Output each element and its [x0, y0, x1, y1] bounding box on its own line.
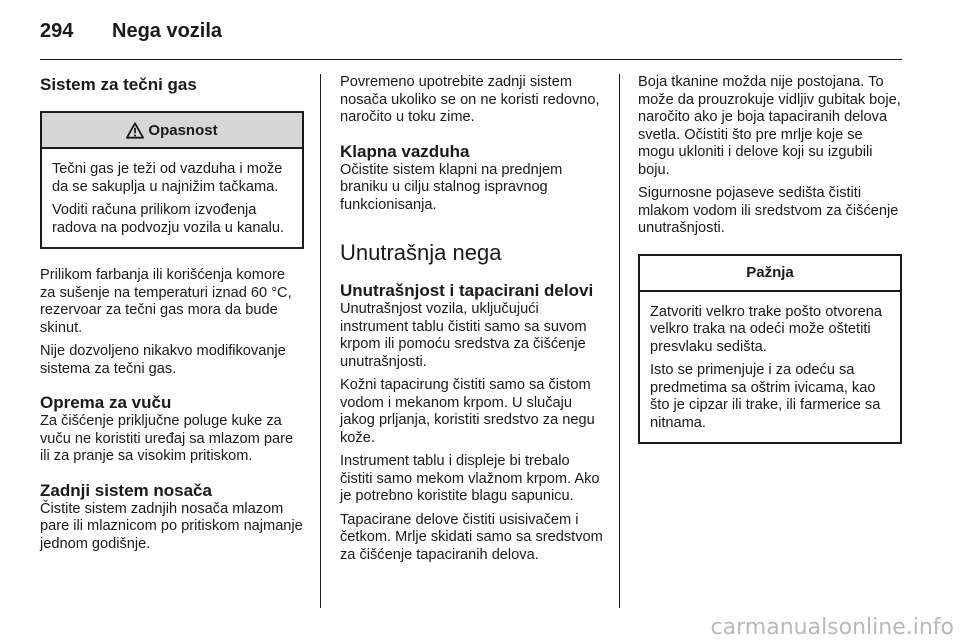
- rear-carrier-paragraph: Čistite sistem zadnjih nosača mlazom pare ili mlaznicom po pritiskom najmanje jednom godišnje.: [40, 500, 303, 552]
- danger-notice-header: [42, 113, 302, 149]
- air-flap-paragraph: Očistite sistem klapni na prednjem braniku u cilju stalnog ispravnog funkcionisanja.: [340, 161, 563, 213]
- column-1: [40, 74, 304, 559]
- caution-text-2: Isto se primenjuje i za odeću sa predmetima sa oštrim ivicama, kao što je cipzar ili trake, ili farmerice sa nitnama.: [650, 362, 881, 431]
- lpg-paragraph-1: Prilikom farbanja ili korišćenja komore za sušenje na temperaturi iznad 60 °C, rezervoar za tečni gas mora da bude skinut.: [40, 267, 292, 336]
- warning-triangle-icon: [126, 122, 144, 139]
- interior-paragraph-1: Unutrašnjost vozila, uključujući instrument tablu čistiti samo sa suvom krpom ili pomoću sredstva za čišćenje unutrašnjosti.: [340, 301, 587, 370]
- interior-paragraph-3: Instrument tablu i displeje bi trebalo čistiti samo mekom vlažnom krpom. Ako je potrebno koristite blagu sapunicu.: [340, 453, 600, 504]
- page-title: Nega vozila: [112, 20, 223, 42]
- interior-care-heading: Unutrašnja nega: [340, 240, 502, 265]
- column-3: [638, 74, 902, 462]
- danger-text-1: Tečni gas je teži od vazduha i može da se sakuplja u najnižim tačkama.: [52, 161, 283, 195]
- danger-notice-body: [42, 149, 302, 247]
- column-divider-1: [320, 74, 321, 608]
- interior-paragraph-4: Tapacirane delove čistiti usisivačem i četkom. Mrlje skidati samo sa sredstvom za čišćenje tapaciranih delova.: [340, 511, 603, 563]
- lpg-paragraph-2: Nije dozvoljeno nikakvo modifikovanje sistema za tečni gas.: [40, 343, 286, 377]
- danger-text-2: Voditi računa prilikom izvođenja radova na podvozju vozila u kanalu.: [52, 202, 285, 236]
- air-flap-heading: Klapna vazduha: [340, 141, 470, 161]
- caution-notice-body: [640, 292, 900, 443]
- caution-text-1: Zatvoriti velkro trake pošto otvorena velkro traka na odeći može oštetiti presvlaku sedišta.: [650, 303, 882, 355]
- danger-label: Opasnost: [148, 121, 218, 139]
- lpg-heading: Sistem za tečni gas: [40, 75, 197, 94]
- danger-notice: [40, 111, 304, 249]
- interior-paragraph-2: Kožni tapacirung čistiti samo sa čistom vodom i mekanom krpom. U slučaju jakog prljanja, koristiti sredstvo za negu kože.: [340, 377, 595, 446]
- fabric-paragraph: Boja tkanine možda nije postojana. To može da prouzrokuje vidljiv gubitak boje, naročito ako je boja tapaciranih delova svetla. Očistiti što pre mrlje koje se mogu ukloniti i delove koji su izgubili boju.: [638, 74, 901, 178]
- seatbelt-paragraph: Sigurnosne pojaseve sedišta čistiti mlakom vodom ili sredstvom za čišćenje unutrašnjosti.: [638, 185, 899, 236]
- interior-upholstery-heading: Unutrašnjost i tapacirani delovi: [340, 281, 594, 300]
- header-rule: [40, 59, 902, 60]
- tow-paragraph: Za čišćenje priključne poluge kuke za vuču ne koristiti uređaj sa mlazom pare ili za pranje sa visokim pritiskom.: [40, 413, 294, 464]
- caution-label: Pažnja: [746, 264, 794, 281]
- column-2: [340, 74, 604, 570]
- column-divider-2: [619, 74, 620, 608]
- rear-carrier-continued: Povremeno upotrebite zadnji sistem nosača ukoliko se on ne koristi redovno, naročito u toku zime.: [340, 74, 600, 125]
- page-number: 294: [40, 20, 74, 42]
- page-header: [40, 20, 910, 60]
- caution-notice-header: [640, 256, 900, 292]
- tow-heading: Oprema za vuču: [40, 393, 172, 412]
- caution-notice: [638, 254, 902, 445]
- watermark: carmanualsonline.info: [710, 615, 954, 640]
- rear-carrier-heading: Zadnji sistem nosača: [40, 480, 212, 500]
